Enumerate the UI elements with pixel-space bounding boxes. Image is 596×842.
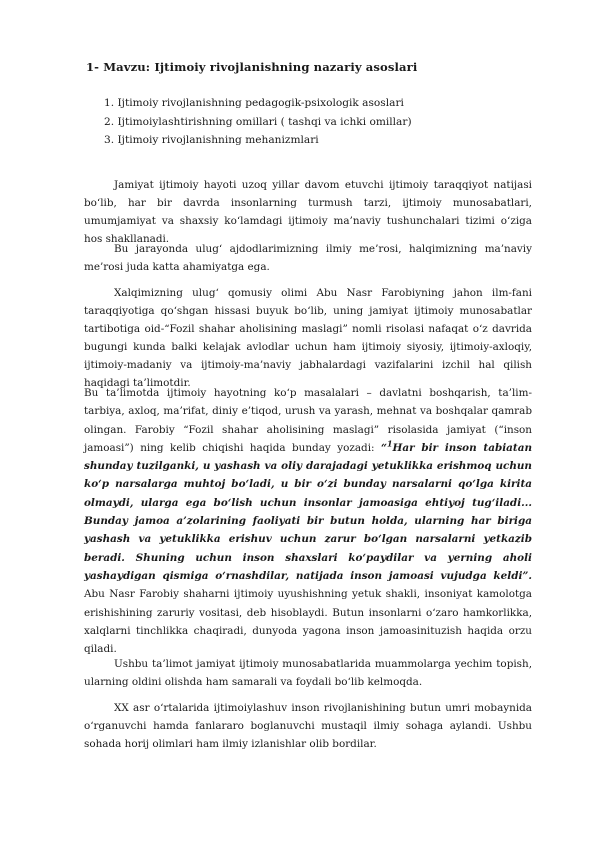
paragraph-farobiy-quote — [84, 384, 532, 658]
quote-follow-text: Abu Nasr Farobiy shaharni ijtimoiy uyushishning yetuk shakli, insoniyat kamolotga erishishining zaruriy vositasi, deb hisoblaydi. Butun insonlarni o‘zaro hamkorlikka, xalqlarni tinchlikka chaqiradi, dunyoda yagona inson jamoasinituzish haqida orzu qiladi. — [84, 588, 532, 656]
quote-lead-text: Bu ta’limotda ijtimoiy hayotning ko‘p masalalari – davlatni boshqarish, ta’lim-tarbiya, axloq, ma’rifat, diniy e’tiqod, urush va yarash, mehnat va boshqalar qamrab olingan. Farobiy “Fozil shahar aholisining maslagi” risolasida jamiyat (“inson jamoasi”) ning kelib chiqishi haqida bunday yozadi: — [84, 387, 532, 454]
paragraph-heritage: Bu jarayonda ulug‘ ajdodlarimizning ilmiy me’rosi, halqimizning ma’naviy me’rosi juda katta ahamiyatga ega. — [84, 243, 532, 274]
outline-item: 2. Ijtimoiylashtirishning omillari ( tashqi va ichki omillar) — [104, 115, 412, 128]
paragraph-farobiy: Xalqimizning ulug‘ qomusiy olimi Abu Nasr Farobiyning jahon ilm-fani taraqqiyotiga qo‘shgan hissasi buyuk bo‘lib, uning jamiyat ijtimoiy munosabatlar tartibotiga oid-“Fozil shahar aholisining maslagi” nomli risolasi nafaqat o‘z davrida bugungi kunda balki kelajak avlodlar uchun ham ijtimoiy siyosiy, ijtimoiy-axloqiy, ijtimoiy-madaniy va ijtimoiy-ma’naviy jabhalardagi vazifalarini izchil hal qilish haqidagi ta’limotdir. — [84, 287, 532, 390]
footnote-marker[interactable]: 1 — [386, 438, 393, 449]
paragraph-socialization: XX asr o‘rtalarida ijtimoiylashuv inson rivojlanishining butun umri mobaynida o‘rganuvchi hamda fanlararo boglanuvchi mustaqil ilmiy sohaga aylandi. Ushbu sohada horij olimlari ham ilmiy izlanishlar olib bordilar. — [84, 702, 532, 751]
outline-item: 1. Ijtimoiy rivojlanishning pedagogik-psixologik asoslari — [104, 97, 404, 109]
paragraph-intro: Jamiyat ijtimoiy hayoti uzoq yillar davom etuvchi ijtimoiy taraqqiyot natijasi bo‘lib, har bir davrda insonlarning turmush tarzi, ijtimoiy munosabatlari, umumjamiyat va shaxsiy ko‘lamdagi ijtimoiy ma’naviy tushunchalari tizimi o‘ziga hos shakllanadi. — [84, 179, 532, 246]
quote-open-mark: “ — [380, 441, 387, 454]
outline-item: 3. Ijtimoiy rivojlanishning mehanizmlari — [104, 134, 319, 146]
topic-outline — [104, 94, 412, 150]
page-title: 1- Mavzu: Ijtimoiy rivojlanishning nazariy asoslari — [86, 60, 418, 74]
paragraph-solutions: Ushbu ta’limot jamiyat ijtimoiy munosabatlarida muammolarga yechim topish, ularning oldini olishda ham samarali va foydali bo‘lib kelmoqda. — [84, 658, 532, 689]
farobiy-quote: Har bir inson tabiatan shunday tuzilganki, u yashash va oliy darajadagi yetuklikka erishmoq uchun ko‘p narsalarga muhtoj bo‘ladi, u bir o‘zi bunday narsalarni qo‘lga kirita olmaydi, ularga ega bo‘lish uchun insonlar jamoasiga ehtiyoj tug‘iladi... Bunday jamoa a’zolarining faoliyati bir butun holda, ularning har biriga yashash va yetuklikka erishuv uchun zarur bo‘lgan narsalarni yetkazib beradi. Shuning uchun inson shaxslari ko‘paydilar va yerning aholi yashaydigan qismiga o‘rnashdilar, natijada inson jamoasi vujudga keldi”. — [84, 441, 532, 582]
